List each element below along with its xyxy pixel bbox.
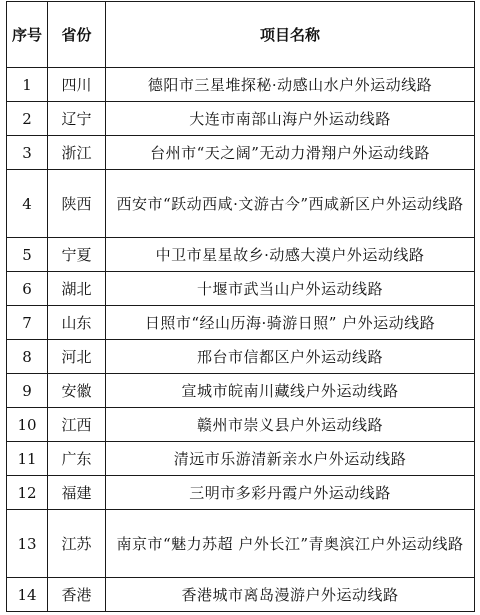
row-province: 香港 xyxy=(48,578,106,612)
table-row xyxy=(7,68,475,102)
row-number: 12 xyxy=(7,476,48,510)
table-row xyxy=(7,170,475,238)
row-number: 9 xyxy=(7,374,48,408)
row-province: 陕西 xyxy=(48,170,106,238)
table-row xyxy=(7,408,475,442)
row-number: 7 xyxy=(7,306,48,340)
row-province: 浙江 xyxy=(48,136,106,170)
row-province: 广东 xyxy=(48,442,106,476)
table-row xyxy=(7,476,475,510)
row-route-name: 邢台市信都区户外运动线路 xyxy=(106,340,475,374)
row-route-name: 大连市南部山海户外运动线路 xyxy=(106,102,475,136)
row-number: 5 xyxy=(7,238,48,272)
row-route-name: 赣州市崇义县户外运动线路 xyxy=(106,408,475,442)
row-route-name: 西安市“跃动西咸·文游古今”西咸新区户外运动线路 xyxy=(106,170,475,238)
header-number: 序号 xyxy=(7,2,48,68)
row-number: 1 xyxy=(7,68,48,102)
row-route-name: 十堰市武当山户外运动线路 xyxy=(106,272,475,306)
row-province: 福建 xyxy=(48,476,106,510)
table-row xyxy=(7,272,475,306)
table-row xyxy=(7,442,475,476)
table-row xyxy=(7,102,475,136)
table-row xyxy=(7,238,475,272)
row-route-name: 南京市“魅力苏超 户外长江”青奥滨江户外运动线路 xyxy=(106,510,475,578)
row-province: 四川 xyxy=(48,68,106,102)
table-row xyxy=(7,374,475,408)
table-row xyxy=(7,510,475,578)
row-province: 江苏 xyxy=(48,510,106,578)
row-province: 河北 xyxy=(48,340,106,374)
row-number: 14 xyxy=(7,578,48,612)
row-route-name: 清远市乐游清新亲水户外运动线路 xyxy=(106,442,475,476)
row-number: 13 xyxy=(7,510,48,578)
row-number: 6 xyxy=(7,272,48,306)
header-row xyxy=(7,2,475,68)
row-province: 山东 xyxy=(48,306,106,340)
header-province: 省份 xyxy=(48,2,106,68)
row-route-name: 中卫市星星故乡·动感大漠户外运动线路 xyxy=(106,238,475,272)
row-number: 2 xyxy=(7,102,48,136)
table-row xyxy=(7,306,475,340)
row-province: 江西 xyxy=(48,408,106,442)
row-route-name: 香港城市离岛漫游户外运动线路 xyxy=(106,578,475,612)
row-route-name: 宣城市皖南川藏线户外运动线路 xyxy=(106,374,475,408)
table-row xyxy=(7,136,475,170)
row-province: 安徽 xyxy=(48,374,106,408)
row-province: 湖北 xyxy=(48,272,106,306)
row-province: 辽宁 xyxy=(48,102,106,136)
row-number: 4 xyxy=(7,170,48,238)
row-route-name: 德阳市三星堆探秘·动感山水户外运动线路 xyxy=(106,68,475,102)
row-route-name: 日照市“经山历海·骑游日照” 户外运动线路 xyxy=(106,306,475,340)
row-route-name: 台州市“天之阔”无动力滑翔户外运动线路 xyxy=(106,136,475,170)
row-route-name: 三明市多彩丹霞户外运动线路 xyxy=(106,476,475,510)
header-route-name: 项目名称 xyxy=(106,2,475,68)
route-table xyxy=(6,1,475,612)
row-number: 8 xyxy=(7,340,48,374)
table-row xyxy=(7,340,475,374)
row-province: 宁夏 xyxy=(48,238,106,272)
table-row xyxy=(7,578,475,612)
row-number: 11 xyxy=(7,442,48,476)
row-number: 3 xyxy=(7,136,48,170)
row-number: 10 xyxy=(7,408,48,442)
